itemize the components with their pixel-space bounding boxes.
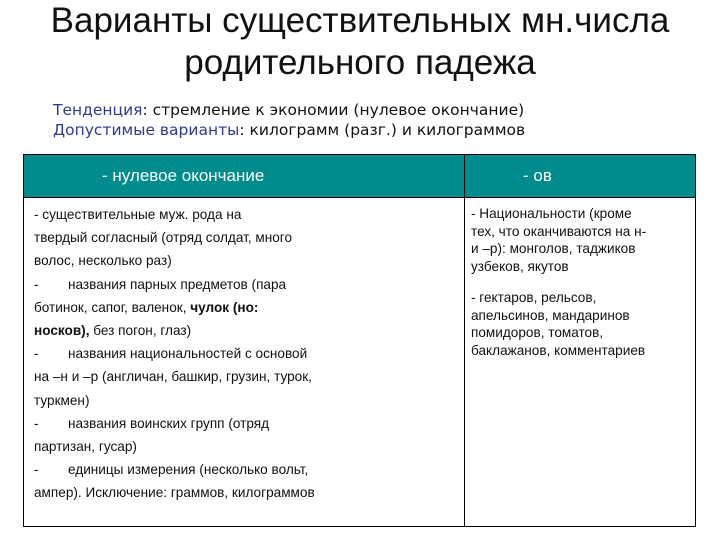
fruits-units-block	[471, 289, 691, 359]
variants-label: Допустимые варианты	[53, 121, 240, 139]
tendency-text: : стремление к экономии (нулевое окончание)	[142, 101, 525, 119]
left-line: партизан, гусар)	[34, 439, 137, 455]
left-line: - существительные муж. рода на	[34, 207, 242, 222]
title-line-2: родительного падежа	[184, 43, 536, 82]
list-dash: -	[34, 276, 39, 292]
left-line: твердый согласный (отряд солдат, много	[34, 230, 293, 246]
bold-exception: носков),	[34, 323, 90, 339]
zero-ending-cell	[24, 198, 465, 527]
slide-title	[0, 0, 720, 84]
left-line	[34, 296, 458, 319]
right-line: - гектаров, рельсов,	[471, 290, 597, 305]
right-line: помидоров, томатов,	[471, 325, 604, 340]
left-line: ампер). Исключение: граммов, килограммов	[34, 485, 315, 501]
title-line-1: Варианты существительных мн.числа	[50, 1, 670, 40]
left-line: на –н и –р (англичан, башкир, грузин, турок,	[34, 369, 312, 385]
left-list-item	[34, 342, 458, 365]
left-line	[34, 319, 458, 342]
left-line-text: без погон, глаз)	[89, 323, 192, 339]
right-line: баклажанов, комментариев	[471, 342, 646, 358]
left-line: туркмен)	[34, 392, 90, 408]
right-line: апельсинов, мандаринов	[471, 307, 630, 323]
variants-text: : килограмм (разг.) и килограммов	[239, 121, 526, 139]
header-ov-ending: - ов	[465, 155, 696, 198]
intro-block	[53, 100, 693, 140]
left-line: волос, несколько раз)	[34, 253, 172, 269]
ov-ending-cell	[465, 198, 696, 527]
left-line-text: ботинок, сапог, валенок,	[34, 299, 191, 315]
tendency-line	[53, 100, 693, 120]
right-line: узбеков, якутов	[471, 258, 569, 274]
left-line-text: названия воинских групп (отряд	[68, 415, 270, 431]
list-dash: -	[34, 346, 39, 362]
right-line: тех, что оканчиваются на н-	[471, 223, 647, 239]
left-line-text: названия национальностей с основой	[68, 346, 308, 362]
table-body-row	[24, 198, 696, 527]
left-line-text: названия парных предметов (пара	[68, 276, 287, 292]
left-list-item	[34, 273, 458, 296]
endings-table	[23, 154, 696, 527]
list-dash: -	[34, 415, 39, 431]
right-line: и –р): монголов, таджиков	[471, 241, 636, 256]
left-list-item	[34, 458, 458, 481]
table-header-row	[24, 155, 696, 198]
bold-exception: чулок (но:	[190, 299, 259, 315]
header-zero-ending: - нулевое окончание	[24, 155, 465, 198]
left-line-text: единицы измерения (несколько вольт,	[68, 462, 309, 478]
left-list-item	[34, 412, 458, 435]
block-spacer	[471, 275, 691, 289]
variants-line	[53, 120, 693, 140]
right-line: - Национальности (кроме	[471, 206, 632, 221]
tendency-label: Тенденция	[53, 101, 143, 119]
list-dash: -	[34, 462, 39, 478]
nationalities-block	[471, 205, 691, 275]
